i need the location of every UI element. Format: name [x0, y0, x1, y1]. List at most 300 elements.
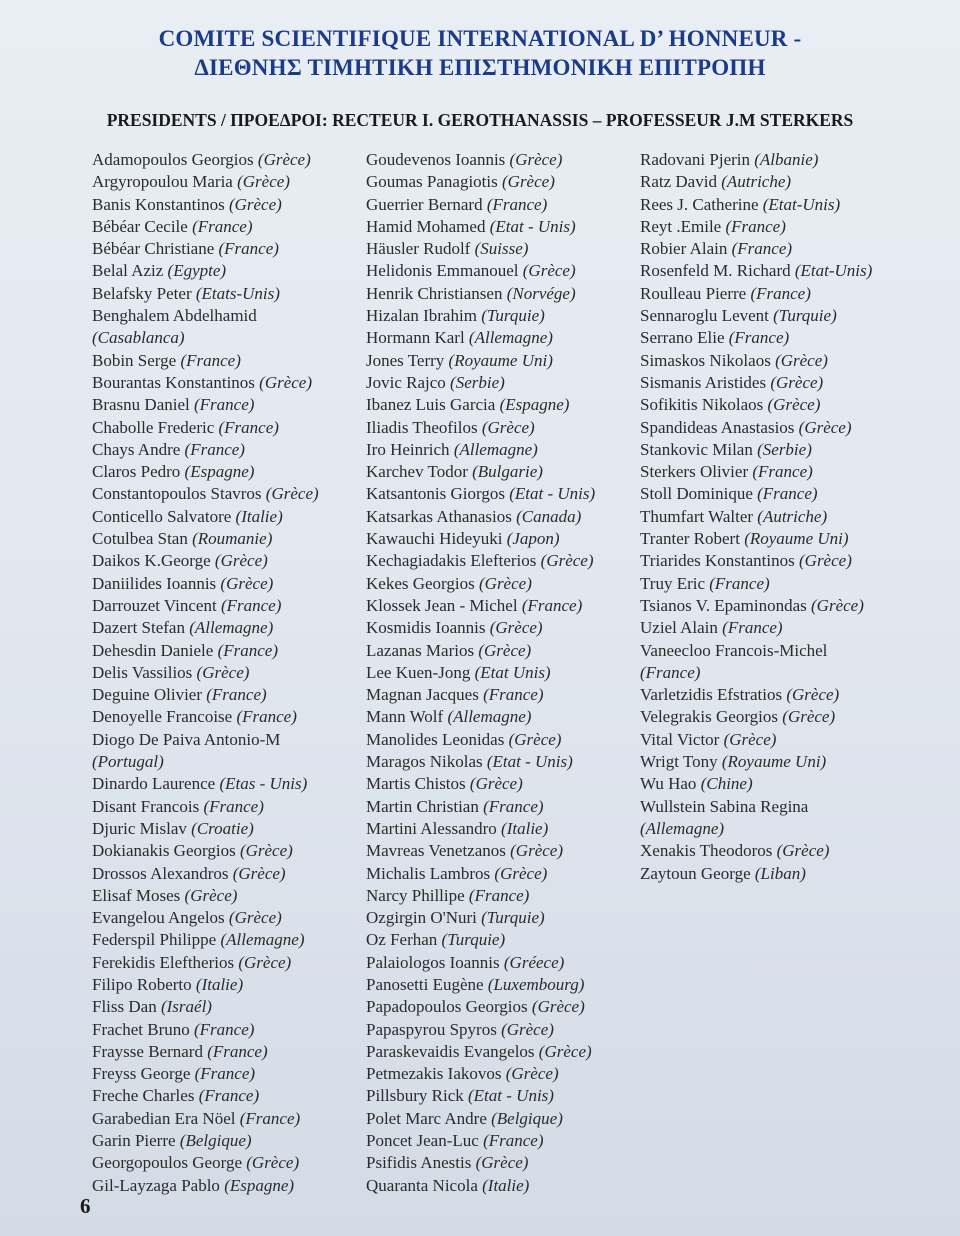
- member-country: (Belgique): [491, 1108, 563, 1128]
- member-name: Dehesdin Daniele: [92, 640, 214, 660]
- member-name: Chays Andre: [92, 439, 181, 459]
- member-entry: [92, 1085, 364, 1107]
- member-name: Conticello Salvatore: [92, 506, 232, 526]
- member-country: (Grèce): [770, 372, 824, 392]
- member-country: (France): [725, 216, 786, 236]
- member-name: Helidonis Emmanouel: [366, 261, 519, 281]
- member-entry: [640, 528, 912, 550]
- member-name: Wullstein Sabina Regina: [640, 796, 809, 816]
- member-entry: [366, 1130, 638, 1152]
- member-entry: [366, 394, 638, 416]
- member-name: Polet Marc Andre: [366, 1108, 487, 1128]
- member-entry: [92, 149, 364, 171]
- member-name: Benghalem Abdelhamid: [92, 306, 257, 326]
- member-entry: [92, 1152, 364, 1174]
- member-country: (Grèce): [767, 395, 821, 415]
- member-entry: [640, 216, 912, 238]
- member-entry: [366, 327, 638, 349]
- member-entry: [640, 818, 912, 840]
- member-entry: [92, 1175, 364, 1197]
- member-country: (Turquie): [773, 306, 837, 326]
- page-header: [0, 24, 960, 82]
- member-country: (France): [757, 484, 818, 504]
- member-entry: [366, 573, 638, 595]
- member-country: (Grèce): [776, 841, 830, 861]
- member-entry: [92, 1108, 364, 1130]
- member-country: (Serbie): [450, 372, 505, 392]
- member-entry: [366, 1152, 638, 1174]
- member-name: Manolides Leonidas: [366, 729, 505, 749]
- member-country: (France): [709, 573, 770, 593]
- member-entry: [366, 684, 638, 706]
- member-country: (Grèce): [494, 863, 548, 883]
- member-name: Goumas Panagiotis: [366, 172, 498, 192]
- member-country: (Suisse): [474, 239, 529, 259]
- member-name: Ibanez Luis Garcia: [366, 395, 496, 415]
- member-entry: [640, 863, 912, 885]
- member-entry: [92, 863, 364, 885]
- member-entry: [640, 194, 912, 216]
- member-country: (Royaume Uni): [721, 752, 827, 772]
- member-country: (France): [194, 1064, 256, 1084]
- member-entry: [366, 706, 638, 728]
- member-name: Iliadis Theofilos: [366, 417, 478, 437]
- member-country: (Grèce): [184, 885, 238, 905]
- member-entry: [640, 305, 912, 327]
- member-country: (Italie): [501, 818, 549, 838]
- member-entry: [92, 1019, 364, 1041]
- member-country: (France): [483, 1131, 544, 1151]
- member-name: Sofikitis Nikolaos: [640, 395, 764, 415]
- member-name: Quaranta Nicola: [366, 1175, 478, 1195]
- member-name: Deguine Olivier: [92, 685, 202, 705]
- member-name: Pillsbury Rick: [366, 1086, 464, 1106]
- member-country: (Grèce): [489, 618, 543, 638]
- member-entry: [640, 394, 912, 416]
- member-entry: [640, 350, 912, 372]
- member-country: (France): [198, 1086, 260, 1106]
- member-country: (Etas - Unis): [219, 774, 308, 794]
- title-line-2: ΔΙΕΘΝΗΣ ΤΙΜΗΤΙΚΗ ΕΠΙΣΤΗΜΟΝΙΚΗ ΕΠΙΤΡΟΠΗ: [194, 55, 766, 80]
- member-entry: [92, 751, 364, 773]
- member-name: Martin Christian: [366, 796, 479, 816]
- member-entry: [366, 483, 638, 505]
- member-country: (Portugal): [92, 752, 164, 772]
- member-entry: [366, 751, 638, 773]
- member-name: Ferekidis Eleftherios: [92, 952, 235, 972]
- member-country: (France): [752, 462, 813, 482]
- member-country: (France): [218, 239, 279, 259]
- member-name: Banis Konstantinos: [92, 194, 225, 214]
- member-name: Simaskos Nikolaos: [640, 350, 771, 370]
- member-entry: [366, 773, 638, 795]
- member-name: Robier Alain: [640, 239, 728, 259]
- member-name: Narcy Phillipe: [366, 885, 465, 905]
- member-name: Cotulbea Stan: [92, 529, 188, 549]
- member-country: (Grèce): [220, 573, 274, 593]
- member-country: (Gréece): [503, 952, 565, 972]
- member-country: (Norvége): [506, 283, 576, 303]
- member-entry: [92, 283, 364, 305]
- member-country: (Etat - Unis): [509, 484, 596, 504]
- member-name: Oz Ferhan: [366, 930, 438, 950]
- member-country: (Grèce): [478, 640, 532, 660]
- member-entry: [366, 907, 638, 929]
- member-entry: [92, 662, 364, 684]
- member-country: (Autriche): [757, 506, 828, 526]
- member-country: (Espagne): [499, 395, 570, 415]
- member-entry: [92, 573, 364, 595]
- member-entry: [640, 171, 912, 193]
- member-country: (France): [236, 707, 297, 727]
- member-entry: [640, 417, 912, 439]
- member-country: (Canada): [516, 506, 582, 526]
- member-country: (Grèce): [540, 551, 594, 571]
- member-name: Claros Pedro: [92, 462, 181, 482]
- member-entry: [92, 350, 364, 372]
- member-entry: [92, 417, 364, 439]
- member-country: (Japon): [506, 529, 560, 549]
- member-entry: [92, 216, 364, 238]
- member-country: (France): [193, 395, 255, 415]
- member-entry: [640, 283, 912, 305]
- member-name: Dinardo Laurence: [92, 774, 216, 794]
- member-entry: [640, 640, 912, 662]
- member-country: (Grèce): [265, 484, 319, 504]
- member-name: Daniilides Ioannis: [92, 573, 217, 593]
- member-country: (Allemagne): [189, 618, 274, 638]
- member-country: (Grèce): [723, 729, 777, 749]
- member-country: (France): [220, 595, 282, 615]
- member-country: (Grèce): [502, 172, 555, 192]
- member-name: Freche Charles: [92, 1086, 195, 1106]
- member-country: (France): [180, 350, 241, 370]
- member-country: (Turquie): [481, 306, 545, 326]
- member-name: Evangelou Angelos: [92, 908, 225, 928]
- member-country: (France): [722, 618, 783, 638]
- member-entry: [92, 372, 364, 394]
- member-entry: [366, 1041, 638, 1063]
- member-name: Kawauchi Hideyuki: [366, 529, 503, 549]
- member-country: (France): [728, 328, 790, 348]
- member-entry: [640, 595, 912, 617]
- member-entry: [92, 1130, 364, 1152]
- member-country: (France): [483, 685, 544, 705]
- member-entry: [366, 640, 638, 662]
- member-name: Fliss Dan: [92, 997, 157, 1017]
- member-country: (Espagne): [184, 462, 255, 482]
- member-name: Truy Eric: [640, 573, 706, 593]
- member-country: (Bulgarie): [472, 462, 543, 482]
- member-name: Freyss George: [92, 1064, 191, 1084]
- member-country: (Espagne): [224, 1175, 295, 1195]
- member-country: (Grèce): [246, 1153, 300, 1173]
- member-name: Gil-Layzaga Pablo: [92, 1175, 220, 1195]
- member-name: Jovic Rajco: [366, 372, 446, 392]
- title-line-1: COMITE SCIENTIFIQUE INTERNATIONAL D’ HONNEUR -: [158, 26, 802, 51]
- member-name: Dokianakis Georgios: [92, 841, 236, 861]
- member-entry: [366, 1108, 638, 1130]
- member-name: Triarides Konstantinos: [640, 551, 795, 571]
- member-country: (Grèce): [475, 1153, 529, 1173]
- member-name: Papaspyrou Spyros: [366, 1019, 497, 1039]
- member-name: Vaneecloo Francois-Michel: [640, 640, 828, 660]
- member-country: (Roumanie): [192, 529, 273, 549]
- member-country: (Grèce): [237, 172, 290, 192]
- member-column-1: [92, 149, 364, 1197]
- member-name: Psifidis Anestis: [366, 1153, 472, 1173]
- member-entry: [366, 260, 638, 282]
- member-entry: [366, 1085, 638, 1107]
- member-name: Chabolle Frederic: [92, 417, 215, 437]
- member-name: Panosetti Eugène: [366, 974, 484, 994]
- member-name: Elisaf Moses: [92, 885, 181, 905]
- member-name: Xenakis Theodoros: [640, 841, 773, 861]
- member-name: Tsianos V. Epaminondas: [640, 595, 807, 615]
- member-name: Jones Terry: [366, 350, 445, 370]
- member-entry: [92, 238, 364, 260]
- member-name: Martis Chistos: [366, 774, 466, 794]
- member-country: (Royaume Uni): [448, 350, 553, 370]
- member-name: Karchev Todor: [366, 462, 468, 482]
- member-country: (France): [217, 640, 278, 660]
- member-name: Iro Heinrich: [366, 439, 450, 459]
- member-entry: [640, 372, 912, 394]
- member-entry: [366, 417, 638, 439]
- member-entry: [366, 929, 638, 951]
- member-name: Djuric Mislav: [92, 818, 187, 838]
- member-country: (Allemagne): [640, 818, 725, 838]
- member-country: (Grèce): [538, 1041, 592, 1061]
- member-entry: [640, 439, 912, 461]
- member-country: (Grèce): [228, 194, 282, 214]
- member-country: (Grèce): [798, 417, 852, 437]
- member-name: Denoyelle Francoise: [92, 707, 233, 727]
- member-name: Fraysse Bernard: [92, 1041, 203, 1061]
- member-name: Magnan Jacques: [366, 685, 479, 705]
- member-name: Katsantonis Giorgos: [366, 484, 505, 504]
- member-name: Delis Vassilios: [92, 662, 193, 682]
- member-country: (Grèce): [214, 551, 268, 571]
- member-name: Poncet Jean-Luc: [366, 1131, 479, 1151]
- member-country: (Grèce): [481, 417, 535, 437]
- member-name: Dazert Stefan: [92, 618, 185, 638]
- member-name: Roulleau Pierre: [640, 283, 747, 303]
- member-name: Drossos Alexandros: [92, 863, 229, 883]
- member-entry: [92, 439, 364, 461]
- member-entry: [92, 706, 364, 728]
- member-name: Kechagiadakis Elefterios: [366, 551, 537, 571]
- member-entry: [92, 461, 364, 483]
- member-entry: [92, 885, 364, 907]
- member-entry: [92, 528, 364, 550]
- member-country: (Etat - Unis): [486, 752, 573, 772]
- member-entry: [92, 327, 364, 349]
- member-entry: [366, 1019, 638, 1041]
- member-country: (France): [193, 1019, 255, 1039]
- member-country: (Etats-Unis): [195, 283, 280, 303]
- member-entry: [366, 818, 638, 840]
- member-entry: [92, 394, 364, 416]
- member-column-2: [366, 149, 638, 1197]
- member-entry: [366, 1175, 638, 1197]
- member-country: (Grèce): [501, 1019, 554, 1039]
- member-entry: [366, 885, 638, 907]
- member-name: Garabedian Era Nöel: [92, 1108, 236, 1128]
- member-country: (Grèce): [510, 841, 563, 861]
- member-country: (Grèce): [508, 729, 562, 749]
- member-name: Varletzidis Efstratios: [640, 685, 783, 705]
- member-name: Paraskevaidis Evangelos: [366, 1041, 535, 1061]
- member-country: (Etat-Unis): [794, 261, 873, 281]
- member-country: (Turquie): [441, 930, 506, 950]
- member-name: Lazanas Marios: [366, 640, 475, 660]
- member-entry: [640, 617, 912, 639]
- member-country: (France): [750, 283, 811, 303]
- member-name: Sismanis Aristides: [640, 372, 767, 392]
- member-entry: [92, 506, 364, 528]
- member-entry: [92, 260, 364, 282]
- member-entry: [366, 350, 638, 372]
- member-country: (Allemagne): [468, 328, 553, 348]
- member-entry: [92, 194, 364, 216]
- member-entry: [366, 662, 638, 684]
- member-country: (France): [521, 595, 583, 615]
- member-name: Federspil Philippe: [92, 930, 217, 950]
- member-name: Vital Victor: [640, 729, 720, 749]
- member-entry: [640, 149, 912, 171]
- member-entry: [366, 283, 638, 305]
- member-name: Sennaroglu Levent: [640, 306, 769, 326]
- member-name: Georgopoulos George: [92, 1153, 242, 1173]
- member-entry: [640, 573, 912, 595]
- member-entry: [92, 640, 364, 662]
- member-name: Stoll Dominique: [640, 484, 753, 504]
- member-name: Michalis Lambros: [366, 863, 491, 883]
- member-country: (Grèce): [522, 261, 576, 281]
- member-country: (France): [486, 194, 548, 214]
- member-name: Stankovic Milan: [640, 439, 753, 459]
- member-entry: [640, 238, 912, 260]
- member-entry: [366, 506, 638, 528]
- member-entry: [92, 929, 364, 951]
- member-country: (Etat Unis): [474, 662, 551, 682]
- member-name: Constantopoulos Stavros: [92, 484, 262, 504]
- member-country: (France): [218, 417, 279, 437]
- member-name: Lee Kuen-Jong: [366, 662, 471, 682]
- member-country: (France): [640, 662, 701, 682]
- member-country: (Grèce): [531, 997, 585, 1017]
- member-country: (Grèce): [786, 685, 840, 705]
- member-country: (France): [731, 239, 793, 259]
- member-name: Maragos Nikolas: [366, 752, 483, 772]
- member-entry: [92, 595, 364, 617]
- member-name: Zaytoun George: [640, 863, 751, 883]
- member-name: Bourantas Konstantinos: [92, 372, 255, 392]
- member-entry: [640, 260, 912, 282]
- member-name: Hizalan Ibrahim: [366, 306, 477, 326]
- member-entry: [366, 996, 638, 1018]
- member-entry: [92, 974, 364, 996]
- member-country: (France): [184, 439, 245, 459]
- member-entry: [92, 305, 364, 327]
- member-country: (Grèce): [811, 595, 864, 615]
- member-entry: [92, 171, 364, 193]
- member-entry: [92, 840, 364, 862]
- member-country: (Belgique): [179, 1131, 252, 1151]
- member-name: Tranter Robert: [640, 529, 740, 549]
- member-name: Frachet Bruno: [92, 1019, 190, 1039]
- member-country: (France): [239, 1108, 301, 1128]
- member-entry: [366, 528, 638, 550]
- member-country: (Etat-Unis): [762, 194, 841, 214]
- member-entry: [640, 796, 912, 818]
- member-name: Hormann Karl: [366, 328, 465, 348]
- member-name: Bébéar Christiane: [92, 239, 215, 259]
- member-name: Velegrakis Georgios: [640, 707, 779, 727]
- member-country: (Turquie): [481, 908, 545, 928]
- member-country: (Grèce): [505, 1064, 559, 1084]
- member-entry: [640, 506, 912, 528]
- member-name: Serrano Elie: [640, 328, 725, 348]
- member-entry: [92, 796, 364, 818]
- member-country: (Egypte): [167, 261, 227, 281]
- member-name: Brasnu Daniel: [92, 395, 190, 415]
- member-entry: [92, 550, 364, 572]
- member-entry: [366, 238, 638, 260]
- member-country: (Grèce): [469, 774, 523, 794]
- member-entry: [92, 907, 364, 929]
- member-entry: [366, 149, 638, 171]
- member-entry: [92, 1063, 364, 1085]
- member-entry: [366, 305, 638, 327]
- member-entry: [366, 796, 638, 818]
- member-entry: [366, 194, 638, 216]
- member-entry: [366, 550, 638, 572]
- member-name: Thumfart Walter: [640, 506, 754, 526]
- member-country: (Allemagne): [447, 707, 532, 727]
- member-name: Papadopoulos Georgios: [366, 997, 528, 1017]
- member-entry: [366, 439, 638, 461]
- member-name: Petmezakis Iakovos: [366, 1064, 502, 1084]
- member-country: (Israél): [160, 997, 212, 1017]
- member-country: (Grèce): [196, 662, 250, 682]
- member-country: (Grèce): [782, 707, 836, 727]
- member-entry: [92, 773, 364, 795]
- member-name: Guerrier Bernard: [366, 194, 483, 214]
- member-country: (France): [206, 685, 267, 705]
- member-country: (Etat - Unis): [468, 1086, 554, 1106]
- member-country: (Italie): [235, 506, 283, 526]
- member-entry: [92, 483, 364, 505]
- member-name: Bébéar Cecile: [92, 216, 188, 236]
- member-entry: [640, 751, 912, 773]
- member-name: Radovani Pjerin: [640, 150, 751, 169]
- member-name: Wrigt Tony: [640, 752, 718, 772]
- member-entry: [92, 952, 364, 974]
- member-entry: [640, 706, 912, 728]
- member-country: (Luxembourg): [487, 974, 585, 994]
- member-name: Belal Aziz: [92, 261, 164, 281]
- member-entry: [640, 729, 912, 751]
- member-country: (Italie): [195, 974, 244, 994]
- member-name: Rees J. Catherine: [640, 194, 759, 214]
- member-name: Klossek Jean - Michel: [366, 595, 518, 615]
- member-name: Sterkers Olivier: [640, 462, 749, 482]
- member-entry: [366, 461, 638, 483]
- member-name: Spandideas Anastasios: [640, 417, 795, 437]
- member-name: Katsarkas Athanasios: [366, 506, 512, 526]
